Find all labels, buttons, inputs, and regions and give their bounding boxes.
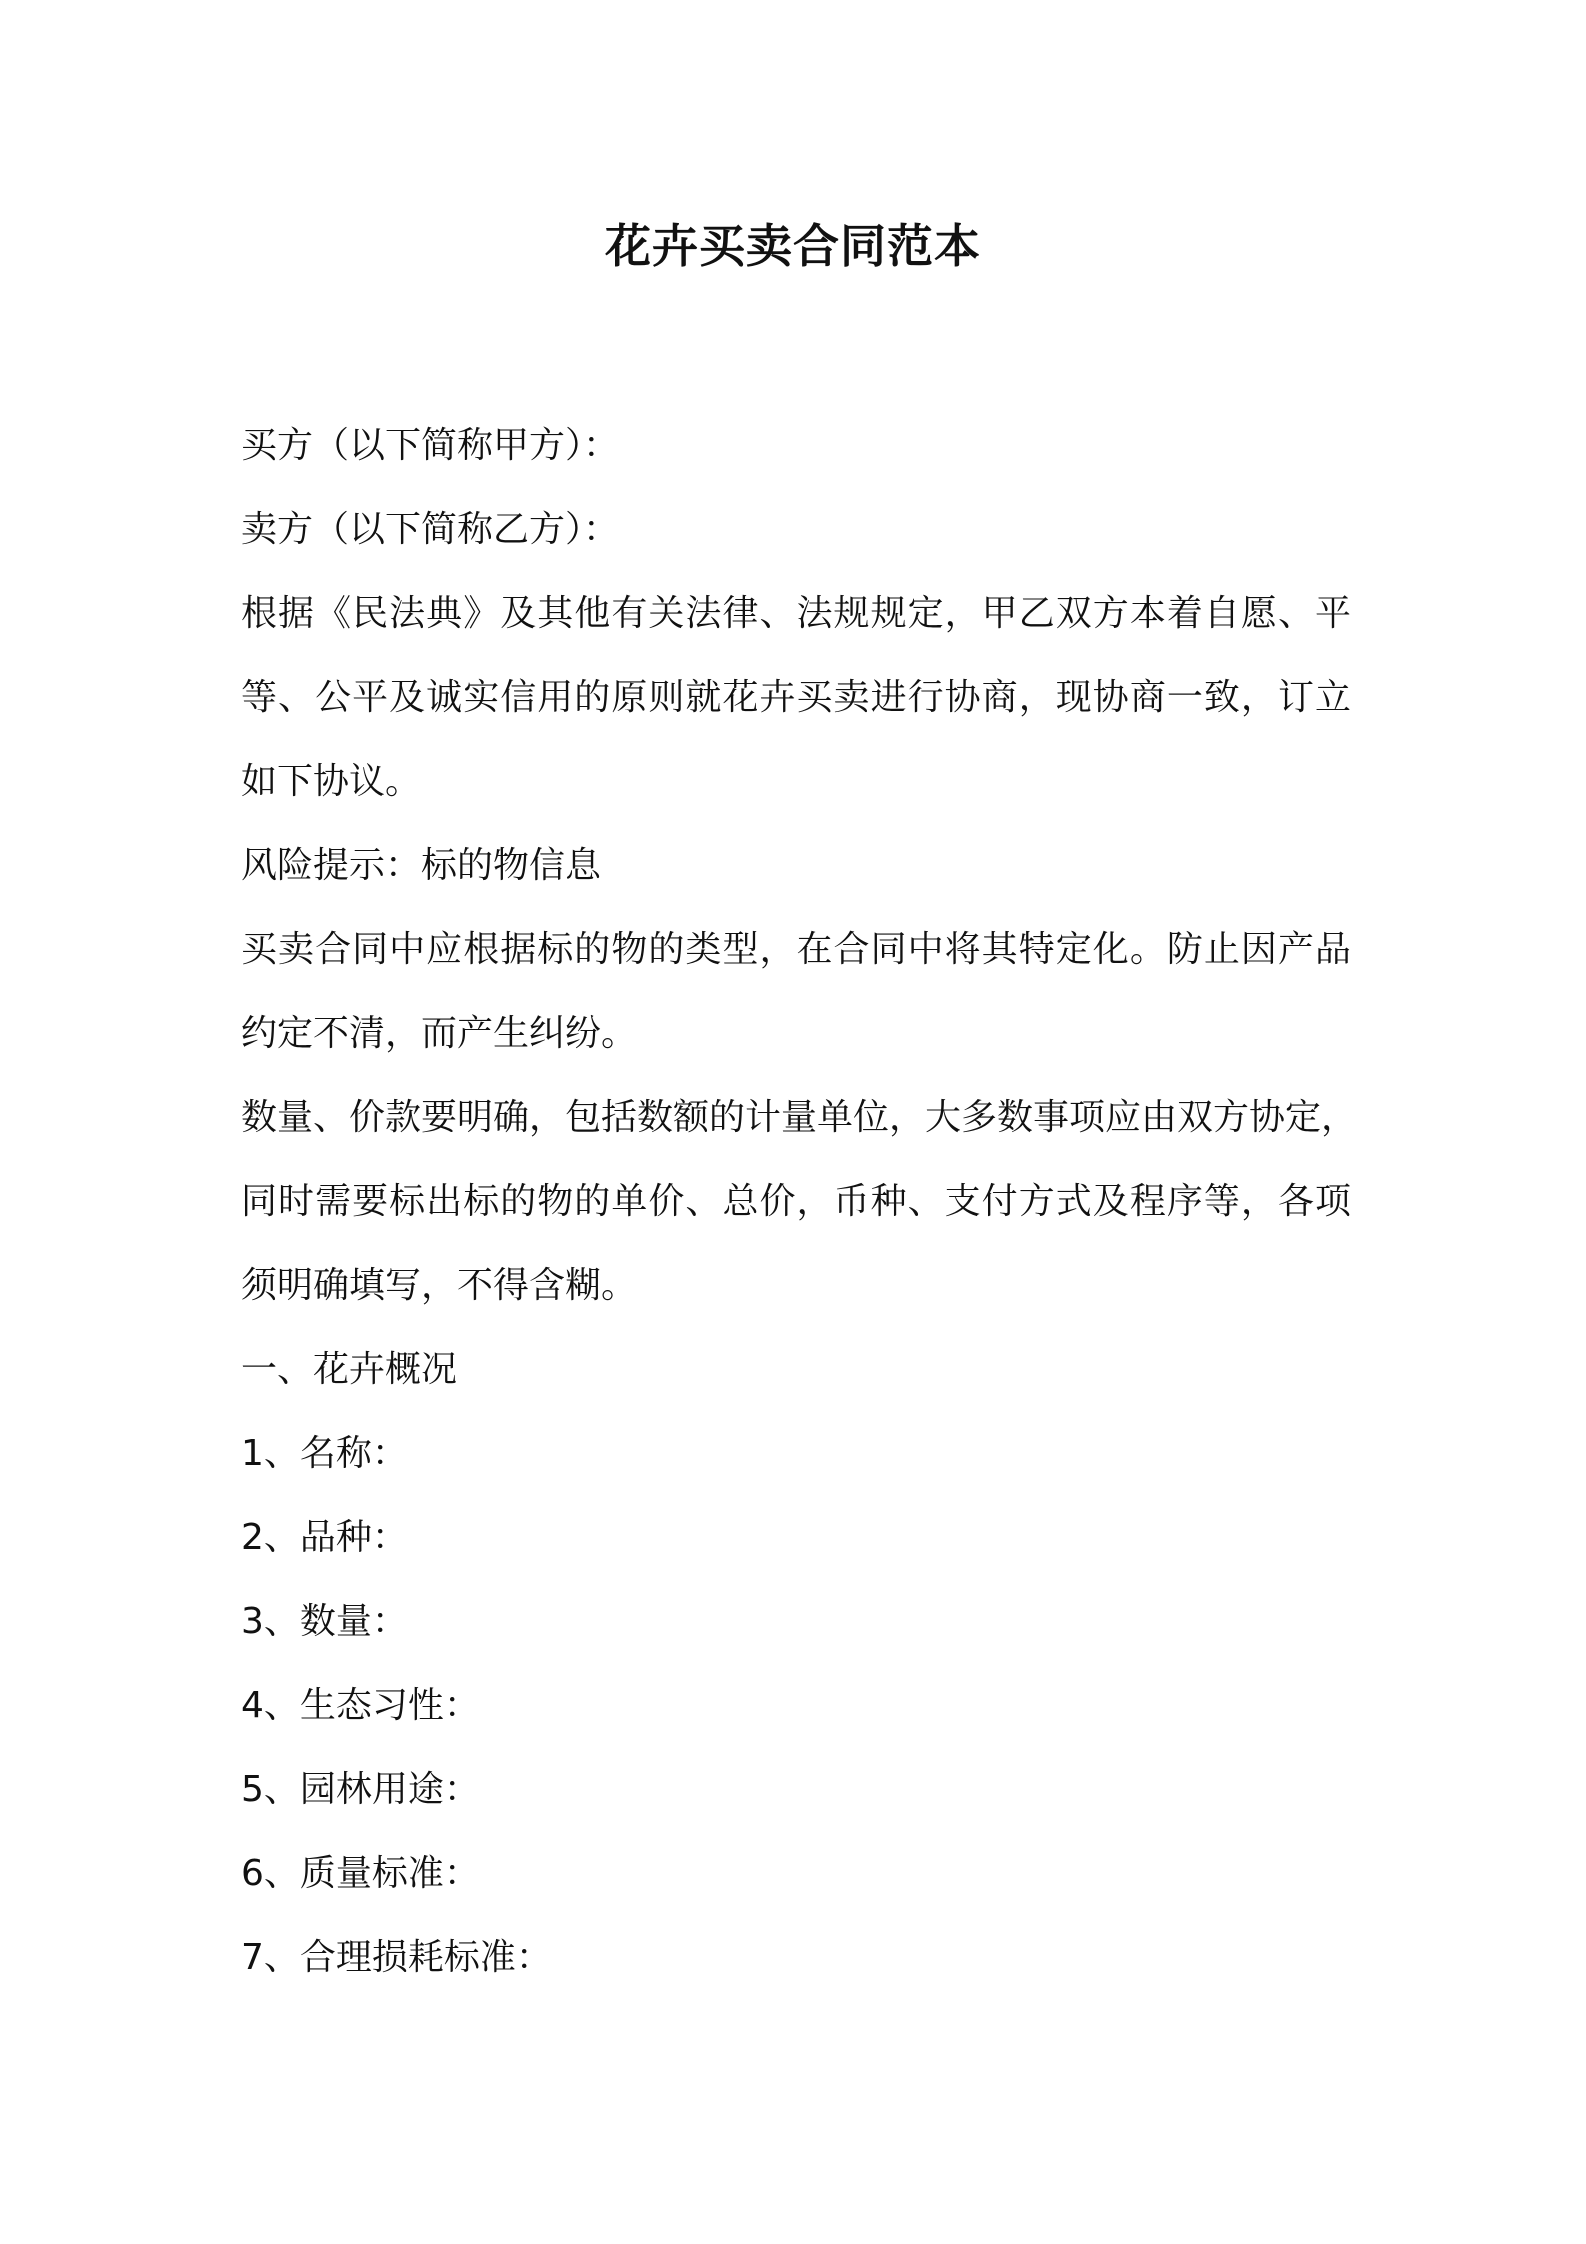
list-item-quantity: 3、数量： — [241, 1601, 408, 1642]
line-seller: 卖方（以下简称乙方）： — [241, 509, 620, 550]
document-body — [241, 404, 1358, 2000]
section-heading-overview: 一、花卉概况 — [241, 1349, 458, 1390]
list-item-variety: 2、品种： — [241, 1517, 408, 1558]
list-item-loss: 7、合理损耗标准： — [241, 1937, 552, 1978]
line-quantity-3: 须明确填写，不得含糊。 — [241, 1265, 638, 1306]
line-preamble-2: 等、公平及诚实信用的原则就花卉买卖进行协商，现协商一致，订立 — [241, 677, 1351, 718]
document-title: 花卉买卖合同范本 — [605, 219, 981, 273]
list-item-ecology: 4、生态习性： — [241, 1685, 480, 1726]
line-risk-heading: 风险提示：标的物信息 — [241, 845, 602, 886]
list-item-garden-use: 5、园林用途： — [241, 1769, 480, 1810]
list-item-quality: 6、质量标准： — [241, 1853, 480, 1894]
line-buyer: 买方（以下简称甲方）： — [241, 425, 620, 466]
line-risk-1: 买卖合同中应根据标的物的类型，在合同中将其特定化。防止因产品 — [241, 929, 1351, 970]
line-preamble-1: 根据《民法典》及其他有关法律、法规规定，甲乙双方本着自愿、平 — [241, 593, 1351, 634]
line-preamble-3: 如下协议。 — [241, 761, 422, 802]
line-quantity-1: 数量、价款要明确，包括数额的计量单位，大多数事项应由双方协定， — [241, 1097, 1358, 1138]
line-quantity-2: 同时需要标出标的物的单价、总价，币种、支付方式及程序等，各项 — [241, 1181, 1351, 1222]
line-risk-2: 约定不清，而产生纠纷。 — [241, 1013, 638, 1054]
list-item-name: 1、名称： — [241, 1433, 408, 1474]
